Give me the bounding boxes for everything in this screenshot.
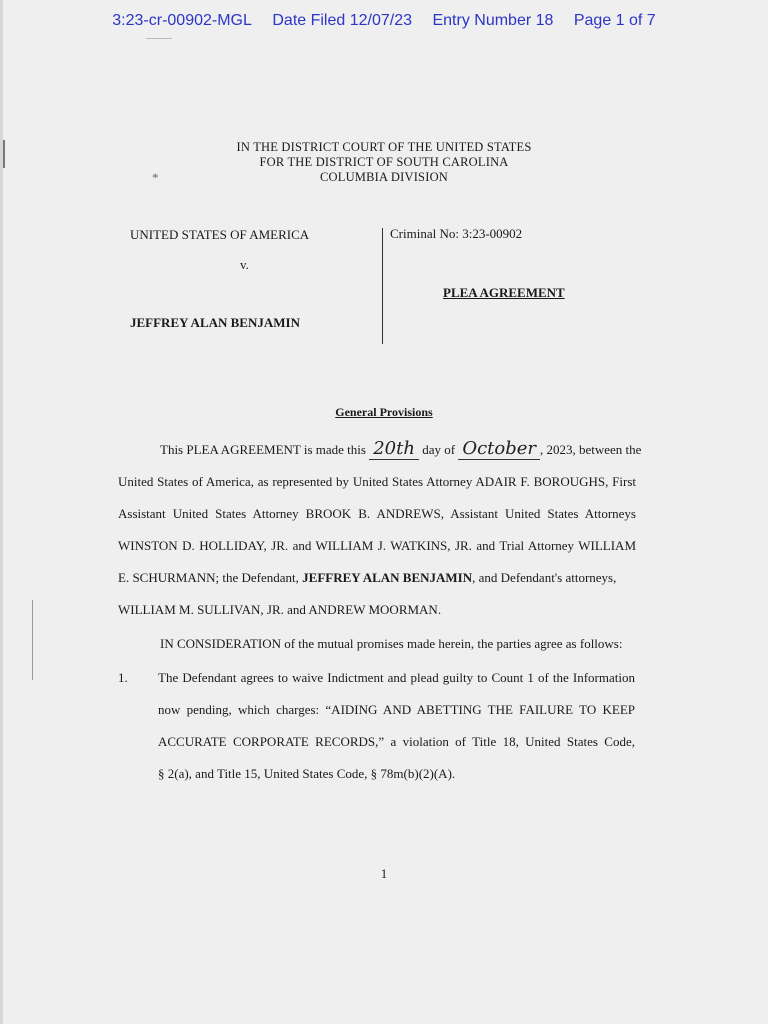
day-field: 20th [369, 440, 419, 460]
defendant-name: JEFFREY ALAN BENJAMIN [130, 315, 300, 330]
criminal-number-label: Criminal No: [390, 226, 459, 241]
consideration-line: IN CONSIDERATION of the mutual promises made herein, the parties agree as follows: [160, 636, 623, 651]
date-filed: Date Filed 12/07/23 [272, 12, 413, 29]
item-number: 1. [118, 670, 128, 685]
caption-divider [382, 228, 383, 344]
court-line-3: COLUMBIA DIVISION [319, 170, 449, 184]
defendant-inline: JEFFREY ALAN BENJAMIN [302, 570, 473, 585]
document-title: PLEA AGREEMENT [443, 285, 565, 300]
scan-mark [146, 38, 172, 39]
versus-label: v. [240, 257, 249, 272]
item1-line-4: § 2(a), and Title 15, United States Code, § 78m(b)(2)(A). [158, 766, 456, 781]
item1-line-2: now pending, which charges: “AIDING AND ABETTING THE FAILURE TO KEEP [158, 702, 635, 717]
scan-smudge: * [152, 170, 159, 185]
entry-number: Entry Number 18 [432, 12, 554, 29]
item1-line-3: ACCURATE CORPORATE RECORDS,” a violation of Title 18, United States Code, [158, 734, 635, 749]
section-title: General Provisions [335, 405, 433, 419]
criminal-number [390, 226, 522, 242]
paragraph-line-4: WINSTON D. HOLLIDAY, JR. and WILLIAM J. WATKINS, JR. and Trial Attorney WILLIAM [118, 538, 636, 553]
month-field: October [458, 440, 540, 460]
paragraph-line-2: United States of America, as represented by United States Attorney ADAIR F. BOROUGHS, First [118, 474, 636, 489]
page-count: Page 1 of 7 [573, 12, 656, 29]
paragraph-line-3: Assistant United States Attorney BROOK B. ANDREWS, Assistant United States Attorneys [118, 506, 636, 521]
ecf-header [0, 12, 768, 30]
item1-line-1: The Defendant agrees to waive Indictment and plead guilty to Count 1 of the Information [158, 670, 635, 685]
paragraph-line-6: WILLIAM M. SULLIVAN, JR. and ANDREW MOORMAN. [118, 602, 442, 617]
paragraph-line-5: E. SCHURMANN; the Defendant, JEFFREY ALAN BENJAMIN, and Defendant's attorneys, [118, 570, 617, 585]
criminal-number-value: 3:23-00902 [462, 226, 523, 241]
court-line-2: FOR THE DISTRICT OF SOUTH CAROLINA [259, 155, 509, 169]
paragraph-line-1: This PLEA AGREEMENT is made this 20th day of October , 2023, between the [160, 438, 642, 459]
scan-mark [32, 600, 33, 680]
case-number: 3:23-cr-00902-MGL [112, 12, 252, 29]
page-number: 1 [380, 866, 388, 881]
court-line-1: IN THE DISTRICT COURT OF THE UNITED STATES [236, 140, 532, 154]
plaintiff-name: UNITED STATES OF AMERICA [130, 227, 310, 242]
court-heading [0, 140, 768, 185]
